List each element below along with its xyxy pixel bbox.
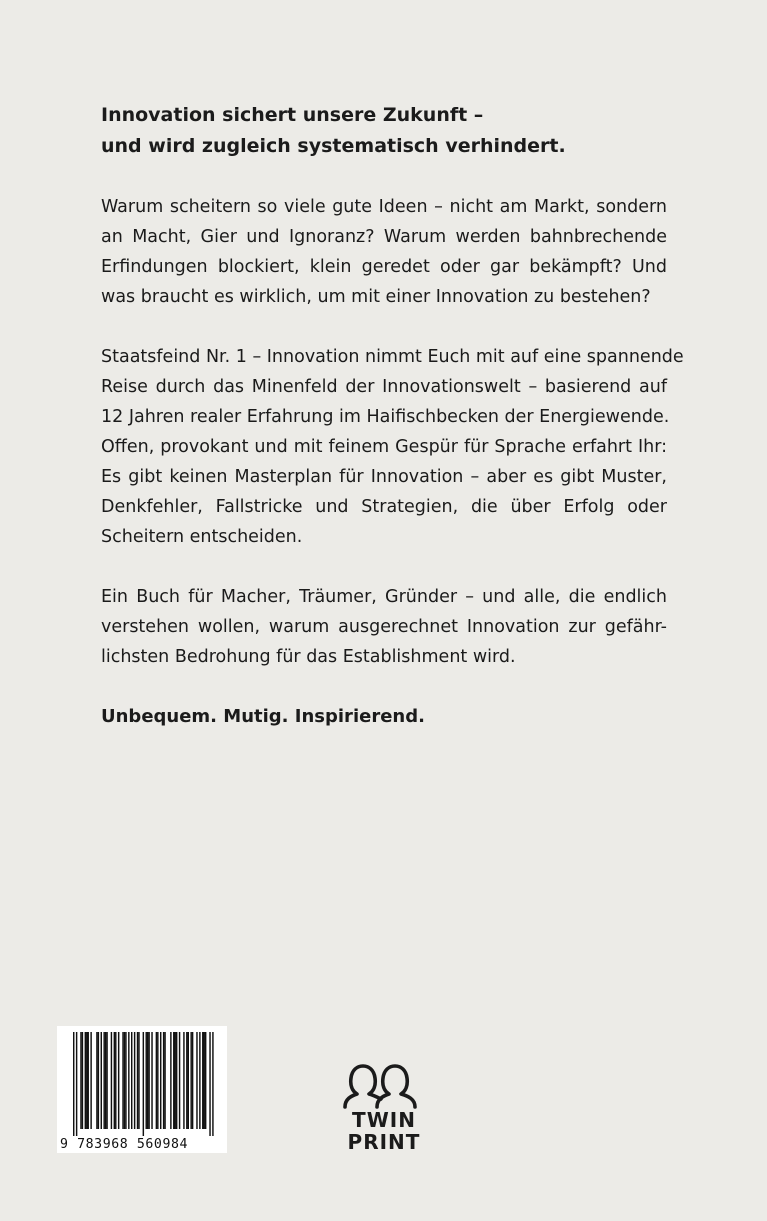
barcode-bar	[114, 1032, 115, 1129]
barcode-bar	[151, 1032, 152, 1129]
barcode-bar	[202, 1032, 203, 1129]
text-line: was braucht es wirklich, um mit einer Innovation zu bestehen?	[101, 287, 651, 307]
barcode-bar	[192, 1032, 193, 1129]
isbn-number: 9 783968 560984	[60, 1137, 189, 1152]
barcode-bar	[122, 1032, 123, 1129]
barcode-bar	[76, 1032, 77, 1136]
barcode-bar	[85, 1032, 86, 1129]
barcode-bar	[146, 1032, 147, 1129]
barcode-bar	[125, 1032, 126, 1129]
barcode-bar	[137, 1032, 138, 1129]
barcode-bar	[86, 1032, 87, 1129]
barcode-bar	[138, 1032, 139, 1129]
text-line: lichsten Bedrohung für das Establishment wird.	[101, 647, 516, 667]
barcode-bar	[98, 1032, 99, 1129]
isbn-barcode	[57, 1026, 227, 1153]
text-line: Reise durch das Minenfeld der Innovationswelt – basierend auf	[101, 377, 667, 397]
headline	[101, 100, 667, 162]
barcode-bars	[57, 1026, 227, 1136]
barcode-bar	[115, 1032, 116, 1129]
text-line: Staatsfeind Nr. 1 – Innovation nimmt Euch mit auf eine spannende	[101, 347, 684, 367]
barcode-bar	[205, 1032, 206, 1129]
barcode-bar	[134, 1032, 135, 1129]
barcode-bar	[196, 1032, 197, 1129]
text-line: Offen, provokant und mit feinem Gespür für Sprache erfahrt Ihr:	[101, 437, 667, 457]
text-line: Es gibt keinen Masterplan für Innovation – aber es gibt Muster,	[101, 467, 667, 487]
paragraph-1	[101, 192, 667, 312]
barcode-bar	[204, 1032, 205, 1129]
barcode-bar	[176, 1032, 177, 1129]
text-line: Scheitern entscheiden.	[101, 527, 303, 547]
text-line: an Macht, Gier und Ignoranz? Warum werden bahnbrechende	[101, 227, 667, 247]
logo-text-print: PRINT	[347, 1130, 421, 1154]
two-heads-icon	[341, 1063, 427, 1109]
barcode-bar	[188, 1032, 189, 1129]
text-line: Denkfehler, Fallstricke und Strategien, die über Erfolg oder	[101, 497, 667, 517]
barcode-bar	[199, 1032, 200, 1129]
barcode-bar	[103, 1032, 104, 1129]
barcode-bar	[111, 1032, 112, 1129]
text-line: verstehen wollen, warum ausgerechnet Innovation zur gefähr-	[101, 617, 667, 637]
paragraph-2	[101, 342, 684, 552]
barcode-bar	[147, 1032, 148, 1129]
barcode-bar	[88, 1032, 89, 1129]
barcode-bar	[148, 1032, 149, 1129]
barcode-bar	[124, 1032, 125, 1129]
barcode-bar	[131, 1032, 132, 1129]
barcode-bar	[186, 1032, 187, 1129]
barcode-bar	[156, 1032, 157, 1129]
barcode-bar	[183, 1032, 184, 1129]
barcode-bar	[96, 1032, 97, 1129]
barcode-bar	[128, 1032, 129, 1129]
text-line: 12 Jahren realer Erfahrung im Haifischbecken der Energiewende.	[101, 407, 670, 427]
barcode-bar	[82, 1032, 83, 1129]
barcode-bar	[80, 1032, 81, 1129]
text-line: Warum scheitern so viele gute Ideen – nicht am Markt, sondern	[101, 197, 667, 217]
barcode-bar	[212, 1032, 213, 1136]
barcode-bar	[106, 1032, 107, 1129]
barcode-bar	[164, 1032, 165, 1129]
barcode-bar	[175, 1032, 176, 1129]
tagline: Unbequem. Mutig. Inspirierend.	[101, 706, 425, 727]
back-cover-text	[101, 100, 684, 732]
barcode-bar	[90, 1032, 91, 1129]
barcode-bar	[173, 1032, 174, 1129]
barcode-bar	[160, 1032, 161, 1129]
barcode-bar	[179, 1032, 180, 1129]
headline-line-1: Innovation sichert unsere Zukunft –	[101, 104, 484, 126]
text-line: Erfindungen blockiert, klein geredet oder gar bekämpft? Und	[101, 257, 667, 277]
barcode-bar	[143, 1032, 144, 1136]
headline-line-2: und wird zugleich systematisch verhindert.	[101, 135, 566, 157]
barcode-bar	[101, 1032, 102, 1129]
barcode-bar	[118, 1032, 119, 1129]
barcode-bar	[73, 1032, 74, 1136]
barcode-bar	[157, 1032, 158, 1129]
barcode-bar	[190, 1032, 191, 1129]
barcode-bar	[209, 1032, 210, 1136]
barcode-bar	[170, 1032, 171, 1129]
twin-print-logo	[334, 1063, 434, 1163]
barcode-bar	[105, 1032, 106, 1129]
text-line: Ein Buch für Macher, Träumer, Gründer – und alle, die endlich	[101, 587, 667, 607]
barcode-bar	[163, 1032, 164, 1129]
logo-text-twin: TWIN	[352, 1108, 416, 1132]
paragraph-3	[101, 582, 667, 672]
